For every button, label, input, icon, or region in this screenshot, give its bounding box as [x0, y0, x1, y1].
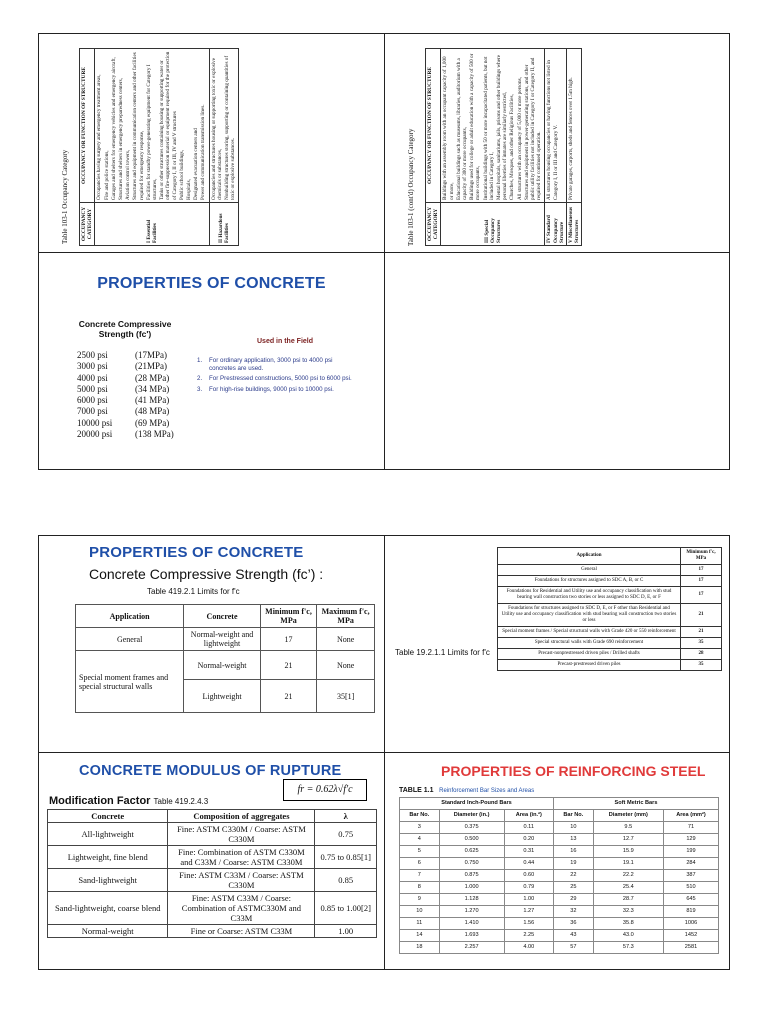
table-cell: 0.75 [315, 823, 377, 846]
strength-psi: 7000 psi [77, 406, 108, 417]
table-cell: 22.2 [593, 870, 663, 882]
table-cell: 43.0 [593, 930, 663, 942]
table-cell: Fine: ASTM C33M / Coarse: ASTM C330M [168, 869, 315, 892]
field-item-number: 2. [197, 375, 203, 383]
table-cell: 28.7 [593, 894, 663, 906]
category-cell: II Hazardous Facilities [209, 203, 239, 246]
function-item: Aviation control towers, [125, 149, 132, 200]
table-cell: 0.85 [315, 869, 377, 892]
table-row [498, 565, 722, 576]
column-header: Concrete [184, 605, 261, 628]
table-cell: 11 [400, 918, 440, 930]
modification-factor-table [47, 809, 377, 938]
group-header-row [400, 798, 719, 810]
table-cell: 35.8 [593, 918, 663, 930]
subtitle [75, 319, 175, 339]
table-cell: 25 [554, 882, 594, 894]
application-cell: Precast-prestressed driven piles [498, 660, 681, 671]
table-cell: 57 [554, 942, 594, 954]
table-row [76, 628, 375, 651]
table-row [400, 930, 719, 942]
table-cell: Sand-lightweight, coarse blend [48, 892, 168, 925]
table-cell: 22 [554, 870, 594, 882]
table-row [400, 870, 719, 882]
strength-mpa: (17MPa) [135, 350, 167, 360]
mod-factor-heading [49, 795, 208, 807]
strength-mpa: (69 MPa) [135, 417, 170, 428]
slide-title: PROPERTIES OF CONCRETE [89, 544, 304, 561]
table-cell: 16 [554, 846, 594, 858]
table-title: TABLE 1.1 [399, 787, 434, 794]
group-header: Soft Metric Bars [554, 798, 719, 810]
strength-psi: 10000 psi [77, 417, 113, 428]
table-cell: 1.693 [439, 930, 504, 942]
table-caption: Table 103-1 Occupancy Category [61, 149, 69, 244]
table-cell: 21 [260, 651, 316, 680]
slide-blank [384, 252, 730, 470]
table-cell: 1.00 [504, 894, 554, 906]
column-header: λ [315, 810, 377, 823]
table-row [498, 587, 722, 604]
table-cell: 645 [663, 894, 718, 906]
table-cell: 129 [663, 834, 718, 846]
field-item-text: For Prestressed constructions, 5000 psi to 6000 psi. [209, 375, 352, 383]
table-cell: All-lightweight [48, 823, 168, 846]
table-cell: 0.750 [439, 858, 504, 870]
table-cell: 0.79 [504, 882, 554, 894]
function-item: Churches, Mosques, and other Religious Facilities, [509, 94, 516, 200]
application-cell: Special moment frames / Special structural walls with Grade 420 or 550 reinforcement [498, 627, 681, 638]
table-cell: Fine: ASTM C330M / Coarse: ASTM C330M [168, 823, 315, 846]
column-header: Area (mm²) [663, 810, 718, 822]
field-title: Used in the Field [257, 338, 314, 345]
function-item: Facilities for standby power-generating equipment for Category I structures, [145, 64, 159, 200]
strength-row [77, 429, 174, 440]
column-header: Bar No. [554, 810, 594, 822]
subtitle-line-2: Strength (fc') [98, 329, 152, 339]
table-cell: 13 [554, 834, 594, 846]
application-cell: Precast-nonprestressed driven piles / Drilled shafts [498, 649, 681, 660]
application-cell: General [498, 565, 681, 576]
column-header: Bar No. [400, 810, 440, 822]
table-cell: Lightweight [184, 680, 261, 713]
table-cell: Fine: ASTM C33M / Coarse: Combination of ASTMC330M and C33M [168, 892, 315, 925]
table-row [498, 660, 722, 671]
function-cell [441, 49, 545, 203]
table-cell: 1006 [663, 918, 718, 930]
function-item: Occupancies having surgery and emergency treatment areas, [96, 74, 103, 200]
function-item: Designated evacuation centers and [193, 128, 200, 200]
limits-19-table [497, 547, 722, 671]
column-header: Maximum f'c, MPa [317, 605, 375, 628]
table-cell: Normal-weight [48, 925, 168, 938]
col-header-function: OCCUPANCY OR FUNCTION OF STRUCTURE [426, 49, 441, 203]
table-cell: 36 [554, 918, 594, 930]
column-header: Composition of aggregates [168, 810, 315, 823]
function-item: Hospitals, [186, 179, 193, 200]
table-cell: 10 [400, 906, 440, 918]
table-row [400, 918, 719, 930]
slide-reinforcing-steel [384, 752, 730, 970]
column-header: Minimum f'c, MPa [260, 605, 316, 628]
table-row [400, 894, 719, 906]
function-item: Structures and equipment in power-generating stations, and other public utility facilities not included in Category I or Category II, and required for continued operation. [523, 57, 543, 200]
strength-row [77, 418, 174, 429]
table-cell: 0.375 [439, 822, 504, 834]
strength-row [77, 395, 174, 406]
table-cell: 1.56 [504, 918, 554, 930]
strength-list [77, 350, 174, 440]
table-row [400, 846, 719, 858]
occupancy-table-cont-body [425, 48, 582, 246]
field-item-number: 3. [197, 385, 203, 393]
function-item: Educational buildings such as museums, libraries, auditorium with a capacity of 300 or more occupants, [455, 58, 469, 200]
occupancy-table-body [79, 48, 239, 246]
table-cell: 2.257 [439, 942, 504, 954]
table-cell: 1.128 [439, 894, 504, 906]
table-cell: 387 [663, 870, 718, 882]
function-cell [545, 49, 567, 203]
table-cell: 199 [663, 846, 718, 858]
col-header-category: OCCUPANCY CATEGORY [80, 203, 95, 246]
application-cell: Special structural walls with Grade 690 reinforcement [498, 638, 681, 649]
slide-modulus-rupture [38, 752, 385, 970]
strength-mpa: (34 MPa) [135, 383, 170, 394]
table-cell: General [76, 628, 184, 651]
minimum-cell: 21 [681, 604, 722, 627]
strength-row [77, 406, 174, 417]
table-row [498, 576, 722, 587]
table-cell: 0.75 to 0.85[1] [315, 846, 377, 869]
table-cell: None [317, 628, 375, 651]
table-cell: 0.625 [439, 846, 504, 858]
table-cell: 1.410 [439, 918, 504, 930]
occupancy-table [79, 48, 239, 246]
function-item: Garages and shelters for emergency vehicles and emergency aircraft, [110, 57, 117, 200]
table-cell: 1.270 [439, 906, 504, 918]
formula: fr = 0.62λ√f'c [297, 784, 353, 795]
strength-mpa: (138 MPa) [135, 429, 174, 440]
function-item: Structures and equipment in communication centers and other facilities required for emergency response, [132, 52, 145, 200]
function-item: Institutional buildings with 50 or more incapacitated patients, but not included in Category I, [482, 56, 495, 200]
table-cell: 18 [400, 942, 440, 954]
function-item: Mental hospitals, sanitariums, jails, prisons and other buildings where personal liberties of inmates are similarly restricted, [496, 54, 509, 200]
minimum-cell: 17 [681, 576, 722, 587]
table-row [400, 834, 719, 846]
table-row [48, 846, 377, 869]
table-cell: Sand-lightweight [48, 869, 168, 892]
table-row [498, 638, 722, 649]
table-cell: Lightweight, fine blend [48, 846, 168, 869]
application-cell: Foundations for Residential and Utility use and occupancy classification with stud bearing wall construction two stories or less assigned to SDC D, E, or F [498, 587, 681, 604]
function-item: Public school buildings, [178, 149, 185, 200]
table-row [400, 882, 719, 894]
table-row [545, 49, 567, 246]
table-cell: 2581 [663, 942, 718, 954]
table-cell: 0.20 [504, 834, 554, 846]
minimum-cell: 35 [681, 638, 722, 649]
table-row [48, 823, 377, 846]
slide-title: PROPERTIES OF CONCRETE [97, 275, 326, 292]
minimum-cell: 17 [681, 565, 722, 576]
table-cell: 0.500 [439, 834, 504, 846]
strength-row [77, 373, 174, 384]
strength-row [77, 350, 174, 361]
strength-mpa: (28 MPa) [135, 372, 170, 383]
minimum-cell: 28 [681, 649, 722, 660]
table-cell: 19 [554, 858, 594, 870]
header-row [400, 810, 719, 822]
table-cell: 12.7 [593, 834, 663, 846]
table-cell: 14 [400, 930, 440, 942]
table-cell: 35[1] [317, 680, 375, 713]
table-cell: 57.3 [593, 942, 663, 954]
table-row [498, 604, 722, 627]
column-header: Minimum f'c, MPa [681, 548, 722, 565]
category-cell: III Special Occupancy Structures [441, 203, 545, 246]
table-cell: 25.4 [593, 882, 663, 894]
table-row [498, 649, 722, 660]
occupancy-caption-rotated [407, 46, 418, 246]
table-cell: 17 [260, 628, 316, 651]
strength-row [77, 361, 174, 372]
table-cell: 15.9 [593, 846, 663, 858]
strength-psi: 20000 psi [77, 429, 113, 440]
table-row [400, 942, 719, 954]
minimum-cell: 17 [681, 587, 722, 604]
table-cell: 7 [400, 870, 440, 882]
table-cell: 2.25 [504, 930, 554, 942]
slide-subtitle: Concrete Compressive Strength (fc’) : [89, 566, 324, 582]
strength-mpa: (41 MPa) [135, 395, 170, 406]
table-cell: 1.27 [504, 906, 554, 918]
category-cell: I Essential Facilities [95, 203, 209, 246]
table-cell: 0.875 [439, 870, 504, 882]
table-cell: 4.00 [504, 942, 554, 954]
table-row [400, 906, 719, 918]
group-header: Standard Inch-Pound Bars [400, 798, 554, 810]
table-cell: 9.5 [593, 822, 663, 834]
field-item-number: 1. [197, 357, 203, 364]
column-header: Concrete [48, 810, 168, 823]
slide-title: CONCRETE MODULUS OF RUPTURE [79, 763, 342, 779]
table-caption: Reinforcement Bar Sizes and Areas [439, 788, 535, 794]
function-item: Power and communication transmission lines. [200, 104, 207, 200]
table-row [48, 925, 377, 938]
table-cell: 71 [663, 822, 718, 834]
table-cell: Fine: Combination of ASTM C330M and C33M / Coarse: ASTM C330M [168, 846, 315, 869]
table-row [95, 49, 209, 246]
table-cell: 10 [554, 822, 594, 834]
table-row [48, 892, 377, 925]
column-header: Diameter (mm) [593, 810, 663, 822]
table-cell: 819 [663, 906, 718, 918]
header-row [48, 810, 377, 823]
table-caption: Table 19.2.1.1 Limits for f'c [395, 648, 490, 657]
table-cell: 284 [663, 858, 718, 870]
category-cell: V Miscellaneous Structures [567, 203, 582, 246]
function-cell [209, 49, 239, 203]
function-item: Fire and police stations, [103, 150, 110, 200]
function-item: Nonbuilding structures storing, supporting or containing quantities of toxic or explosive substances. [224, 55, 237, 200]
table-cell: Normal-weight [184, 651, 261, 680]
field-item-text: For ordinary application, 3000 psi to 4000 psi concretes are used. [209, 357, 333, 373]
slide-title: PROPERTIES OF REINFORCING STEEL [441, 763, 706, 779]
col-header-function: OCCUPANCY OR FUNCTION OF STRUCTURE [80, 49, 95, 203]
table-cell: 19.1 [593, 858, 663, 870]
slide-occupancy-category-cont [384, 33, 730, 253]
function-item: Occupancies and structures housing or supporting toxic or explosive chemicals or substances, [210, 57, 223, 200]
formula-box [283, 779, 367, 801]
table-cell: 32.3 [593, 906, 663, 918]
strength-psi: 4000 psi [77, 372, 108, 383]
table-caption: Table 419.2.1 Limits for f'c [147, 587, 240, 596]
slide-concrete-limits [38, 535, 385, 753]
table-cell: 1452 [663, 930, 718, 942]
table-cell: Fine or Coarse: ASTM C33M [168, 925, 315, 938]
strength-psi: 2500 psi [77, 350, 108, 360]
column-header: Area (in.²) [504, 810, 554, 822]
category-cell: IV Standard Occupancy Structure [545, 203, 567, 246]
mod-factor-label: Modification Factor [49, 795, 151, 807]
occupancy-table-rotated [61, 44, 72, 244]
strength-psi: 3000 psi [77, 361, 108, 372]
table-row [441, 49, 545, 246]
table-cell: 32 [554, 906, 594, 918]
application-cell: Foundations for structures assigned to SDC A, B, or C [498, 576, 681, 587]
function-cell [567, 49, 582, 203]
minimum-cell: 21 [681, 627, 722, 638]
table-cell: 6 [400, 858, 440, 870]
table-caption: Table 103-1 (cont'd) Occupancy Category [407, 128, 415, 246]
table-cell: Normal-weight and lightweight [184, 628, 261, 651]
function-item: All structures housing occupancies or having functions not listed in Category I, II or III and Category V. [546, 60, 559, 200]
table-cell: 0.44 [504, 858, 554, 870]
slide-concrete-strength [38, 252, 385, 470]
col-header-category: OCCUPANCY CATEGORY [426, 203, 441, 246]
table-cell: 8 [400, 882, 440, 894]
table-row [209, 49, 239, 246]
table-cell: 4 [400, 834, 440, 846]
function-item: Private garages, carports, sheds and fences over 1.5m high. [568, 77, 575, 200]
strength-row [77, 384, 174, 395]
application-cell: Foundations for structures assigned to SDC D, E, or F other than Residential and Utility use and occupancy classification with stud bearing wall construction two stories or less [498, 604, 681, 627]
minimum-cell: 35 [681, 660, 722, 671]
table-title-row [399, 787, 534, 794]
table-row [48, 869, 377, 892]
table-cell: 0.85 to 1.00[2] [315, 892, 377, 925]
table-cell: 0.11 [504, 822, 554, 834]
table-row [400, 858, 719, 870]
strength-mpa: (48 MPa) [135, 406, 170, 417]
mod-factor-table-ref: Table 419.2.4.3 [153, 797, 209, 806]
subtitle-line-1: Concrete Compressive [78, 319, 172, 329]
column-header: Application [498, 548, 681, 565]
function-item: Buildings with an assembly room with an occupant capacity of 1,000 or more, [442, 56, 455, 200]
strength-psi: 6000 psi [77, 395, 108, 406]
function-item: Buildings used for college or adult education with a capacity of 500 or more occupants, [469, 53, 482, 200]
header-row [498, 548, 722, 565]
table-cell: 1.000 [439, 882, 504, 894]
field-item [197, 357, 357, 373]
table-row [400, 822, 719, 834]
table-cell: Special moment frames and special structural walls [76, 651, 184, 713]
table-row [567, 49, 582, 246]
table-row [76, 651, 375, 680]
strength-psi: 5000 psi [77, 383, 108, 394]
field-list [197, 357, 357, 396]
table-cell: 0.60 [504, 870, 554, 882]
table-cell: 1.00 [315, 925, 377, 938]
table-cell: 9 [400, 894, 440, 906]
function-cell [95, 49, 209, 203]
field-item [197, 386, 357, 394]
header-row [76, 605, 375, 628]
function-item: Structures and shelters in emergency preparedness centers, [118, 78, 125, 200]
table-cell: None [317, 651, 375, 680]
column-header: Application [76, 605, 184, 628]
field-item-text: For high-rise buildings, 9000 psi to 10000 psi. [209, 385, 334, 393]
function-item: All structures with an occupancy of 5,000 or more persons, [516, 77, 523, 200]
table-cell: 510 [663, 882, 718, 894]
limits-table [75, 604, 375, 713]
table-cell: 43 [554, 930, 594, 942]
table-cell: 29 [554, 894, 594, 906]
table-cell: 5 [400, 846, 440, 858]
field-item [197, 375, 357, 383]
column-header: Diameter (in.) [439, 810, 504, 822]
strength-mpa: (21MPa) [135, 361, 167, 372]
table-cell: 21 [260, 680, 316, 713]
table-row [498, 627, 722, 638]
table-cell: 3 [400, 822, 440, 834]
rebar-table [399, 797, 719, 954]
slide-occupancy-category [38, 33, 385, 253]
slide-limits-19 [384, 535, 730, 753]
table-cell: 0.31 [504, 846, 554, 858]
occupancy-table-cont [425, 48, 582, 246]
function-item: Tanks or other structures containing housing or supporting water or other fire-suppression material or equipment required for the protection of Category I, II or III, IV and V structures [159, 51, 178, 200]
